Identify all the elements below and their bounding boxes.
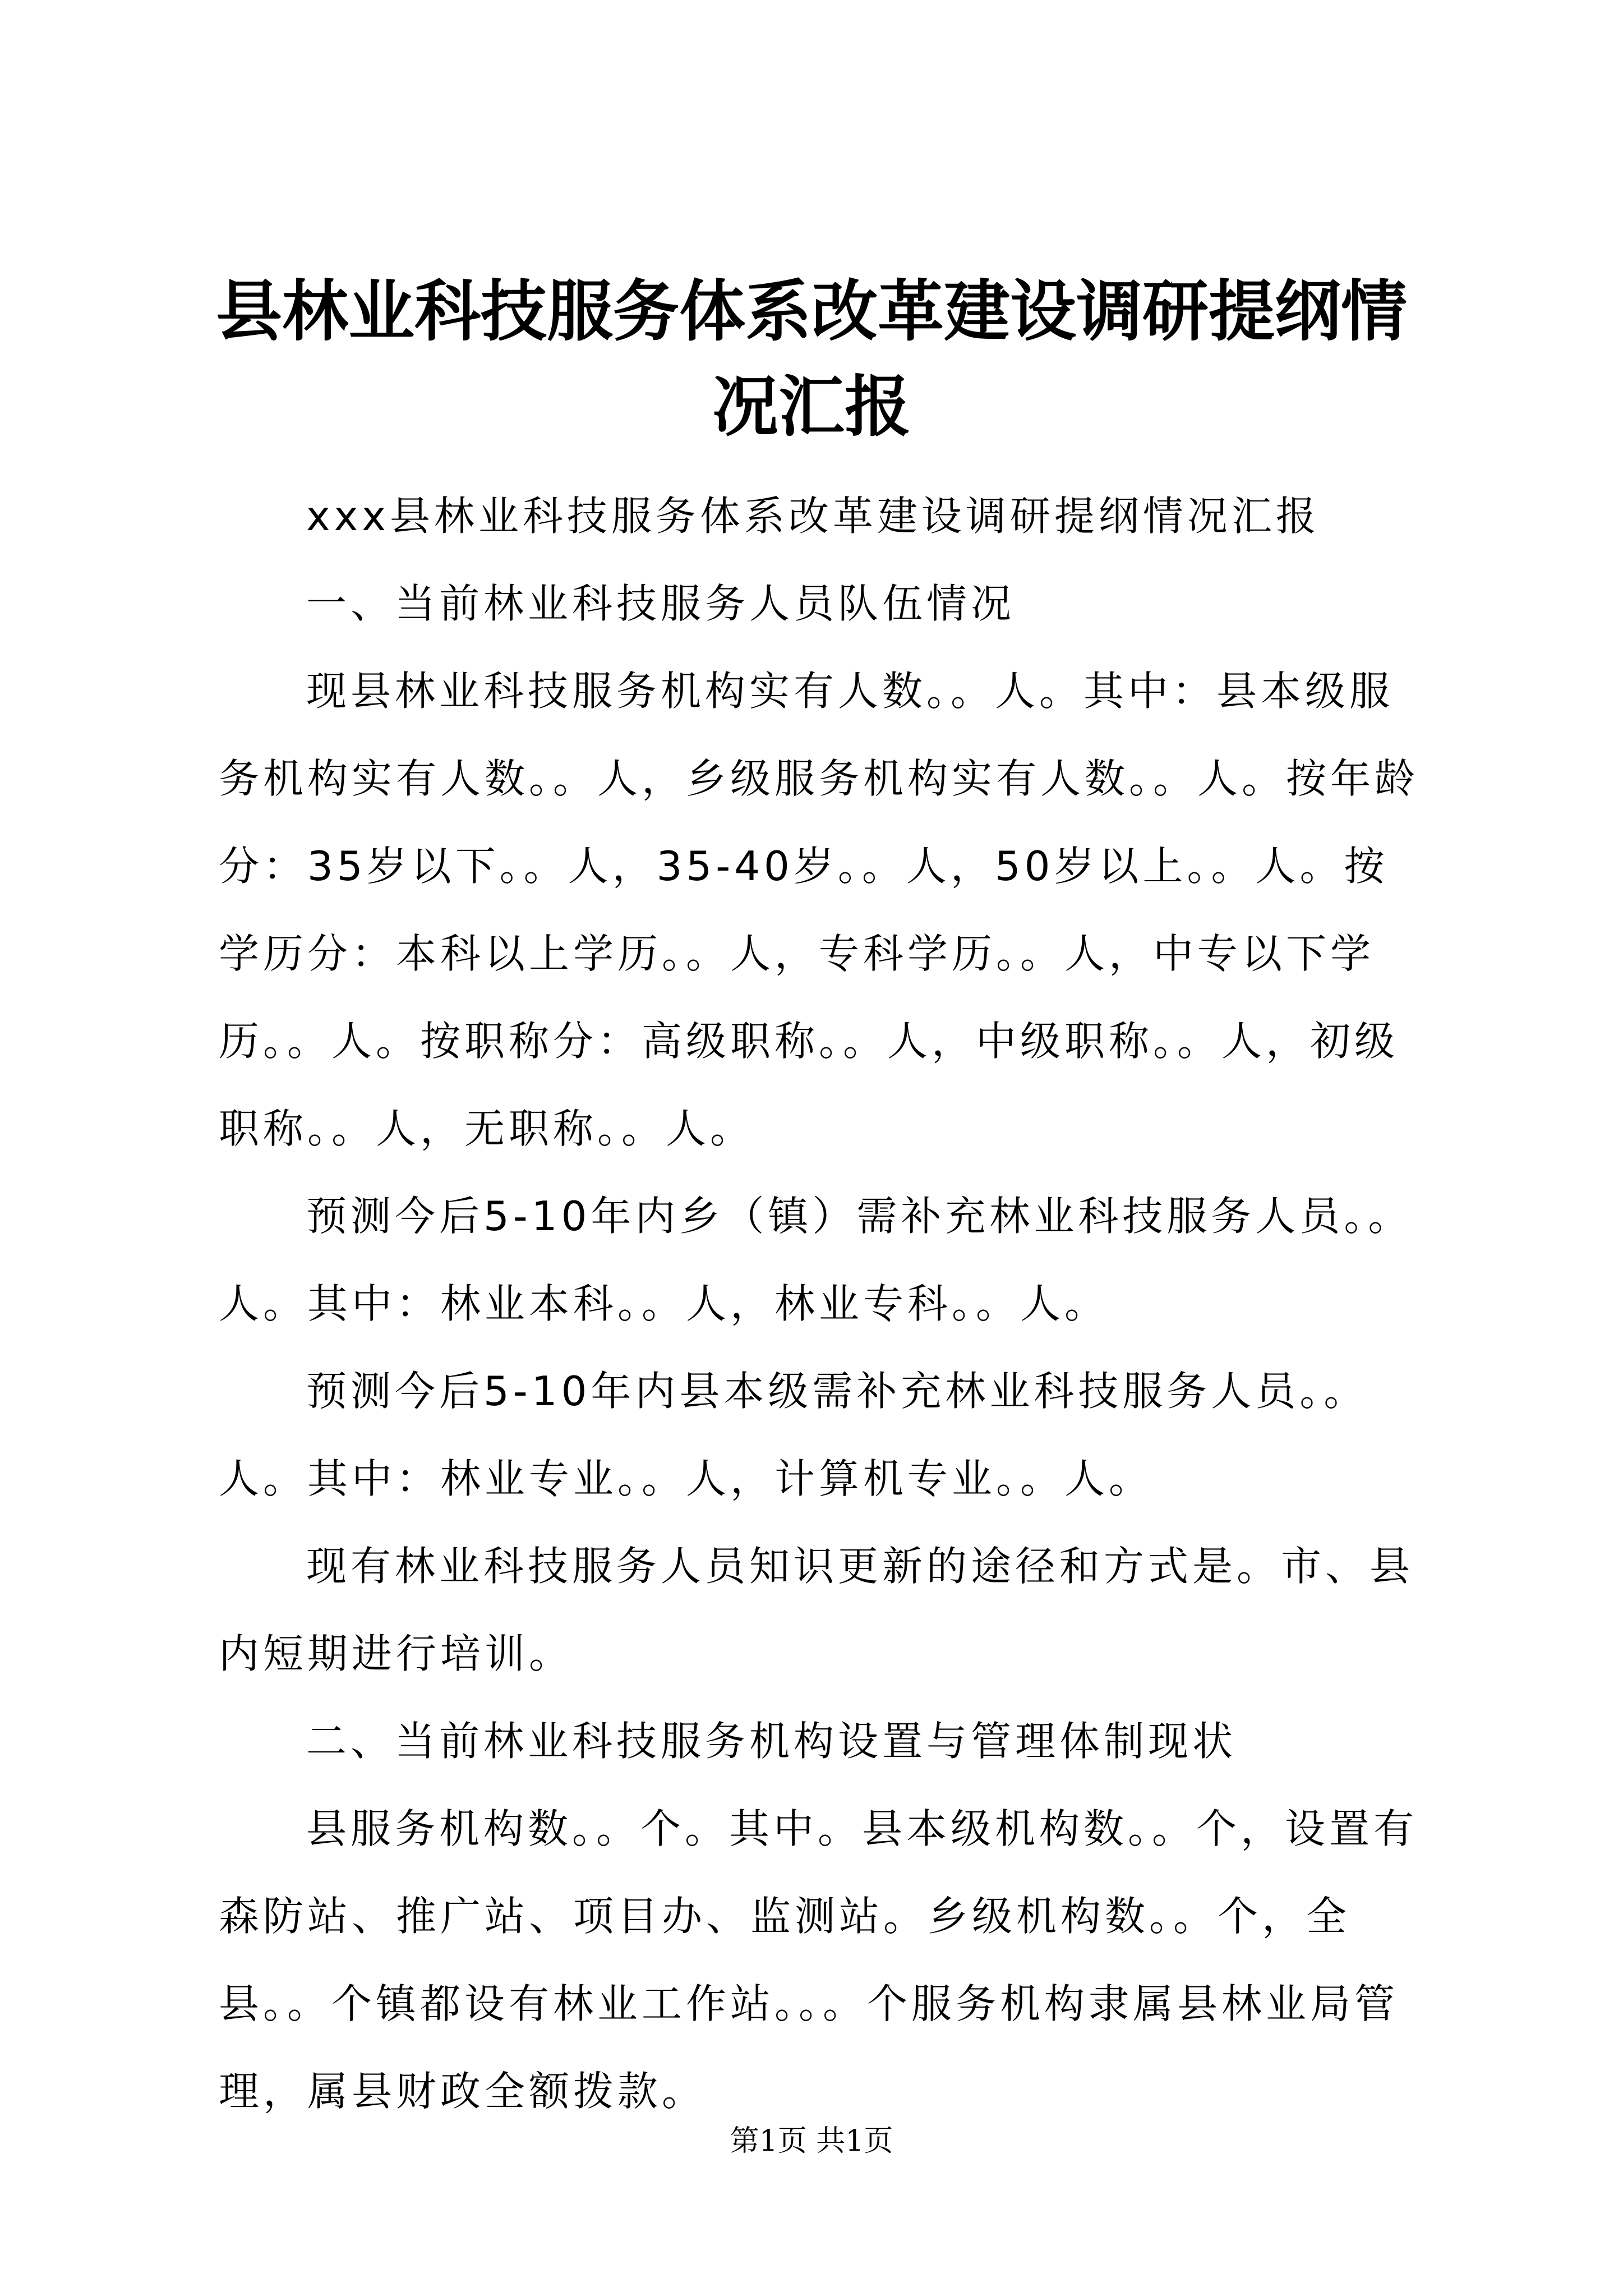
paragraph-county-forecast: 预测今后5-10年内县本级需补充林业科技服务人员。。人。其中：林业专业。。人，计算机专业。。人。 — [219, 1368, 1368, 1502]
paragraph-institutions: 县服务机构数。。个。其中。县本级机构数。。个，设置有森防站、推广站、项目办、监测站。乡级机构数。。个，全县。。个镇都设有林业工作站。。。个服务机构隶属县林业局管理，属县财政全额拨款。 — [219, 1805, 1418, 2115]
paragraph-staffing: 现县林业科技服务机构实有人数。。人。其中：县本级服务机构实有人数。。人，乡级服务机构实有人数。。人。按年龄分：35岁以下。。人，35-40岁。。人，50岁以上。。人。按学历分：本科以上学历。。人，专科学历。。人，中专以下学历。。人。按职称分：高级职称。。人，中级职称。。人，初级职称。。人，无职称。。人。 — [219, 668, 1419, 1152]
paragraph-township-forecast: 预测今后5-10年内乡（镇）需补充林业科技服务人员。。人。其中：林业本科。。人，林业专科。。人。 — [219, 1193, 1413, 1327]
document-body — [219, 472, 1419, 2135]
document-title: 县林业科技服务体系改革建设调研提纲情况汇报 — [215, 272, 1407, 445]
page-footer: 第1页 共1页 — [730, 2124, 893, 2158]
section-heading-2: 二、当前林业科技服务机构设置与管理体制现状 — [306, 1718, 1237, 1765]
paragraph-subtitle: xxx县林业科技服务体系改革建设调研提纲情况汇报 — [306, 493, 1320, 540]
paragraph-training: 现有林业科技服务人员知识更新的途径和方式是。市、县内短期进行培训。 — [219, 1543, 1414, 1677]
section-heading-1: 一、当前林业科技服务人员队伍情况 — [306, 580, 1016, 627]
